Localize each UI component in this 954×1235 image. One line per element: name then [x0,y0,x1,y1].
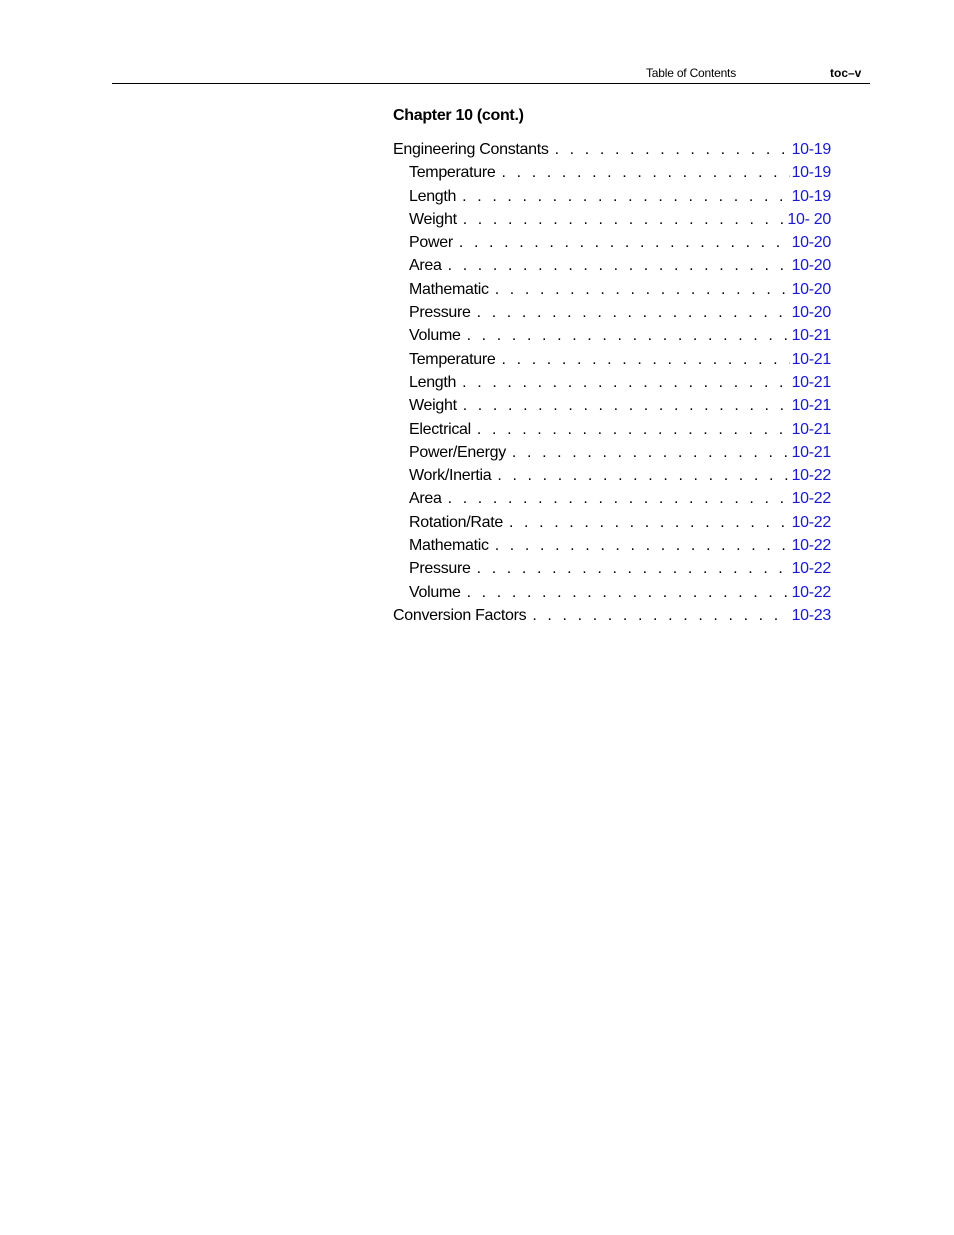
toc-page-link[interactable]: 10-20 [791,234,831,252]
dot-leader [555,138,790,161]
toc-entry-label: Weight [409,210,457,228]
toc-page-link[interactable]: 10-22 [791,583,831,601]
dot-leader [495,278,790,301]
toc-page-link[interactable]: 10-22 [791,513,831,531]
toc-entry-temperature [393,161,831,184]
dot-leader [477,301,790,324]
toc-page-link[interactable]: 10-20 [791,257,831,275]
toc-entry-volume [393,581,831,604]
toc-entry-label: Power [409,234,453,252]
toc-page-link[interactable]: 10-20 [791,304,831,322]
toc-list [393,138,831,627]
toc-entry-label: Mathematic [409,537,489,555]
toc-entry-label: Volume [409,583,461,601]
dot-leader [497,464,789,487]
toc-entry-label: Temperature [409,350,496,368]
toc-page-link[interactable]: 10- 20 [787,210,831,228]
toc-page-link[interactable]: 10-20 [791,280,831,298]
toc-entry-label: Area [409,257,442,275]
toc-entry-conversion-factors [393,604,831,627]
toc-entry-label: Rotation/Rate [409,513,503,531]
toc-entry-label: Length [409,373,457,391]
toc-entry-label: Volume [409,327,461,345]
toc-entry-power-energy [393,441,831,464]
toc-entry-pressure [393,301,831,324]
dot-leader [502,161,790,184]
dot-leader [463,208,786,231]
toc-entry-area [393,487,831,510]
toc-entry-engineering-constants [393,138,831,161]
dot-leader [463,394,790,417]
toc-page-link[interactable]: 10-19 [791,141,831,158]
toc-entry-electrical [393,418,831,441]
toc-entry-area [393,254,831,277]
dot-leader [448,487,790,510]
toc-page-link[interactable]: 10-21 [791,350,831,368]
toc-page-link[interactable]: 10-22 [791,490,831,508]
toc-entry-work-inertia [393,464,831,487]
toc-page-link[interactable]: 10-21 [791,327,831,345]
toc-page-link[interactable]: 10-22 [791,537,831,555]
toc-entry-label: Pressure [409,304,471,322]
toc-page-link[interactable]: 10-21 [791,373,831,391]
dot-leader [512,441,790,464]
toc-entry-label: Power/Energy [409,443,506,461]
toc-entry-pressure [393,557,831,580]
toc-entry-label: Mathematic [409,280,489,298]
dot-leader [467,581,790,604]
toc-page-link[interactable]: 10-19 [791,187,831,205]
toc-page-link[interactable]: 10-21 [791,397,831,415]
chapter-heading: Chapter 10 (cont.) [393,107,524,124]
toc-entry-label: Electrical [409,420,471,438]
dot-leader [448,254,790,277]
dot-leader [495,534,790,557]
toc-entry-length [393,185,831,208]
toc-entry-weight [393,394,831,417]
dot-leader [532,604,789,627]
toc-entry-volume [393,324,831,347]
dot-leader [459,231,790,254]
dot-leader [509,511,790,534]
dot-leader [477,557,790,580]
toc-entry-rotation-rate [393,511,831,534]
toc-entry-label: Area [409,490,442,508]
toc-entry-temperature [393,348,831,371]
toc-entry-label: Pressure [409,560,471,578]
toc-page-link[interactable]: 10-21 [791,443,831,461]
dot-leader [502,348,790,371]
toc-page-link[interactable]: 10-22 [791,467,831,485]
toc-page-link[interactable]: 10-23 [791,606,831,624]
toc-entry-label: Temperature [409,164,496,182]
dot-leader [467,324,790,347]
running-header-title: Table of Contents [646,66,736,80]
header-divider [112,83,870,84]
toc-page-link[interactable]: 10-19 [791,164,831,182]
dot-leader [477,418,790,441]
toc-entry-mathematic [393,534,831,557]
toc-entry-length [393,371,831,394]
dot-leader [462,371,789,394]
toc-entry-power [393,231,831,254]
toc-entry-label: Weight [409,397,457,415]
toc-entry-label: Engineering Constants [393,141,549,158]
toc-page-link[interactable]: 10-22 [791,560,831,578]
dot-leader [462,185,789,208]
toc-entry-label: Conversion Factors [393,606,527,624]
toc-page-link[interactable]: 10-21 [791,420,831,438]
toc-entry-label: Work/Inertia [409,467,492,485]
toc-entry-weight [393,208,831,231]
toc-entry-mathematic [393,278,831,301]
toc-entry-label: Length [409,187,457,205]
running-header-page-number: toc–v [830,66,862,80]
